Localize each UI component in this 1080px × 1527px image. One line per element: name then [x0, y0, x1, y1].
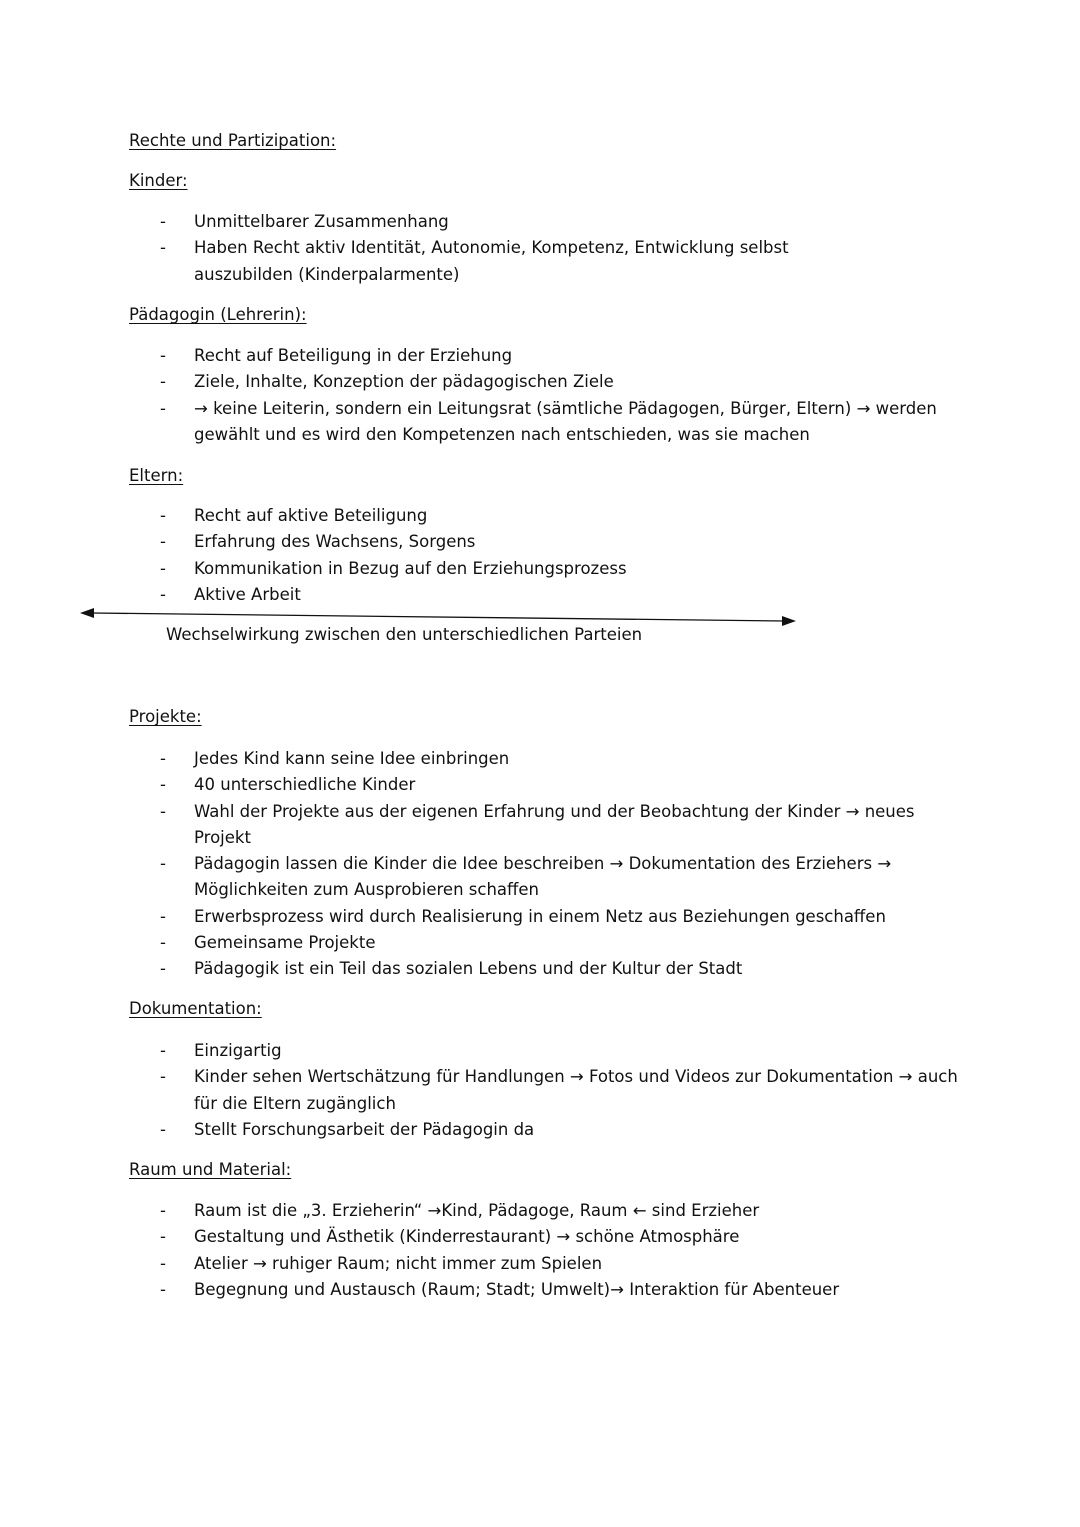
- list-item: - Pädagogik ist ein Teil das sozialen Lebens und der Kultur der Stadt: [160, 956, 960, 982]
- list-item: - → keine Leiterin, sondern ein Leitungsrat (sämtliche Pädagogen, Bürger, Eltern) → werden gewählt und es wird den Kompetenzen nach entschieden, was sie machen: [160, 396, 960, 449]
- list-item: - Jedes Kind kann seine Idee einbringen: [160, 746, 960, 772]
- list-item: - Erfahrung des Wachsens, Sorgens: [160, 529, 960, 555]
- heading-rechte-und-partizipation: Rechte und Partizipation:: [129, 131, 337, 150]
- list-item: - Einzigartig: [160, 1038, 960, 1064]
- list-item: - Recht auf aktive Beteiligung: [160, 503, 960, 529]
- heading-kinder: Kinder:: [129, 171, 188, 190]
- list-item: - Ziele, Inhalte, Konzeption der pädagogischen Ziele: [160, 369, 960, 395]
- list-item: - 40 unterschiedliche Kinder: [160, 772, 960, 798]
- list-item: - Begegnung und Austausch (Raum; Stadt; Umwelt)→ Interaktion für Abenteuer: [160, 1277, 960, 1303]
- heading-raum-und-material: Raum und Material:: [129, 1160, 292, 1179]
- heading-eltern: Eltern:: [129, 466, 184, 485]
- list-item: - Gemeinsame Projekte: [160, 930, 960, 956]
- list-item: - Stellt Forschungsarbeit der Pädagogin da: [160, 1117, 960, 1143]
- list-dokumentation: [160, 1038, 960, 1143]
- heading-dokumentation: Dokumentation:: [129, 999, 262, 1018]
- list-item: - Unmittelbarer Zusammenhang: [160, 209, 880, 235]
- list-item: - Haben Recht aktiv Identität, Autonomie, Kompetenz, Entwicklung selbst auszubilden (Kinderpalarmente): [160, 235, 880, 288]
- list-item: - Recht auf Beteiligung in der Erziehung: [160, 343, 960, 369]
- list-item: - Wahl der Projekte aus der eigenen Erfahrung und der Beobachtung der Kinder → neues Projekt: [160, 799, 960, 852]
- list-item: - Kinder sehen Wertschätzung für Handlungen → Fotos und Videos zur Dokumentation → auch für die Eltern zugänglich: [160, 1064, 960, 1117]
- list-projekte: [160, 746, 960, 983]
- list-item: - Gestaltung und Ästhetik (Kinderrestaurant) → schöne Atmosphäre: [160, 1224, 960, 1250]
- list-item: - Kommunikation in Bezug auf den Erziehungsprozess: [160, 556, 960, 582]
- heading-paedagogin: Pädagogin (Lehrerin):: [129, 305, 307, 324]
- list-item: - Pädagogin lassen die Kinder die Idee beschreiben → Dokumentation des Erziehers → Möglichkeiten zum Ausprobieren schaffen: [160, 851, 960, 904]
- list-raum-und-material: [160, 1198, 960, 1303]
- wechselwirkung-caption: Wechselwirkung zwischen den unterschiedlichen Parteien: [166, 625, 643, 644]
- heading-projekte: Projekte:: [129, 707, 202, 726]
- double-headed-arrow-icon: [0, 0, 1080, 640]
- list-item: - Raum ist die „3. Erzieherin“ →Kind, Pädagoge, Raum ← sind Erzieher: [160, 1198, 960, 1224]
- list-item: - Aktive Arbeit: [160, 582, 960, 608]
- list-item: - Atelier → ruhiger Raum; nicht immer zum Spielen: [160, 1251, 960, 1277]
- list-item: - Erwerbsprozess wird durch Realisierung in einem Netz aus Beziehungen geschaffen: [160, 904, 960, 930]
